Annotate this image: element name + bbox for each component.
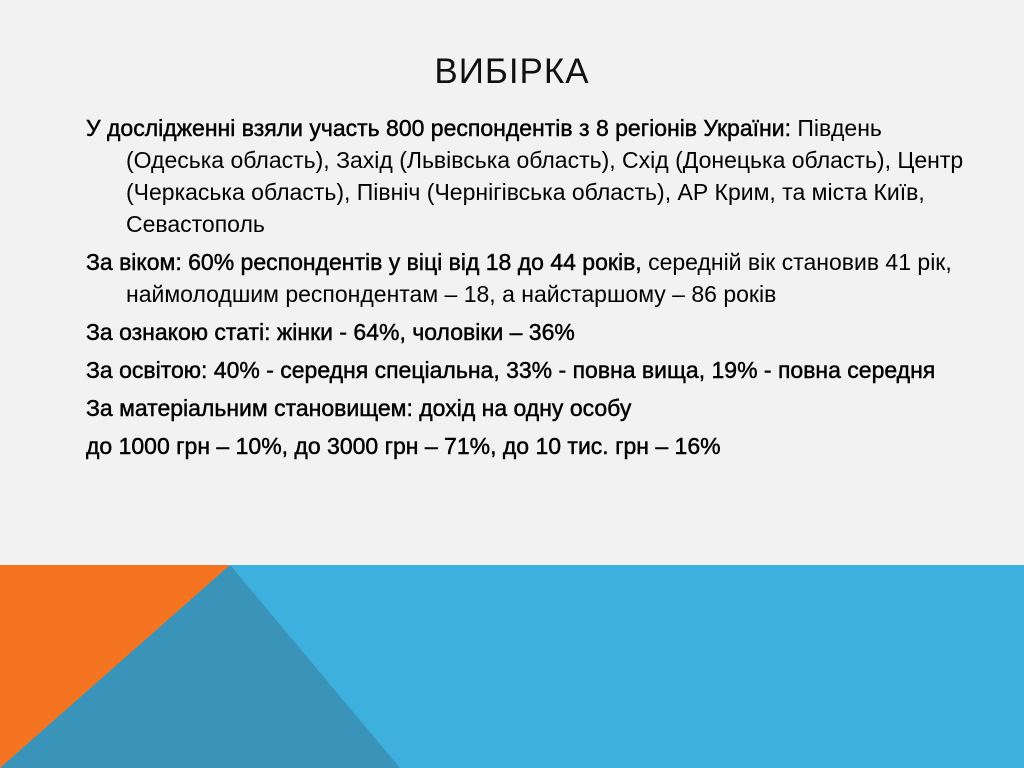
paragraph-detail: середній вік становив 41 рік, наймолодшим респондентам – 18, а найстаршому – 86 років xyxy=(126,249,952,307)
paragraph-lead: За матеріальним становищем: дохід на одну особу xyxy=(86,395,632,421)
paragraph-lead: За ознакою статі: жінки - 64%, чоловіки – 36% xyxy=(86,319,575,345)
slide-title: ВИБІРКА xyxy=(434,52,590,91)
paragraph-lead: У дослідженні взяли участь 800 респондентів з 8 регіонів України: xyxy=(86,115,791,141)
paragraph-lead: За освітою: 40% - середня спеціальна, 33% - повна вища, 19% - повна середня xyxy=(86,357,936,383)
paragraph-income-values xyxy=(86,430,966,462)
paragraph-education xyxy=(86,354,966,386)
paragraph-lead: до 1000 грн – 10%, до 3000 грн – 71%, до 10 тис. грн – 16% xyxy=(86,433,721,459)
paragraph-gender xyxy=(86,316,966,348)
paragraph-age xyxy=(86,246,966,310)
decorative-footer-shapes xyxy=(0,565,1024,768)
paragraph-lead: За віком: 60% респондентів у віці від 18 до 44 років, xyxy=(86,249,642,275)
slide-body xyxy=(86,112,966,468)
paragraph-regions xyxy=(86,112,966,240)
paragraph-detail: Південь (Одеська область), Захід (Львівська область), Схід (Донецька область), Центр (Черкаська область), Північ (Чернігівська область), АР Крим, та міста Київ, Севастополь xyxy=(126,115,964,237)
paragraph-income-heading xyxy=(86,392,966,424)
